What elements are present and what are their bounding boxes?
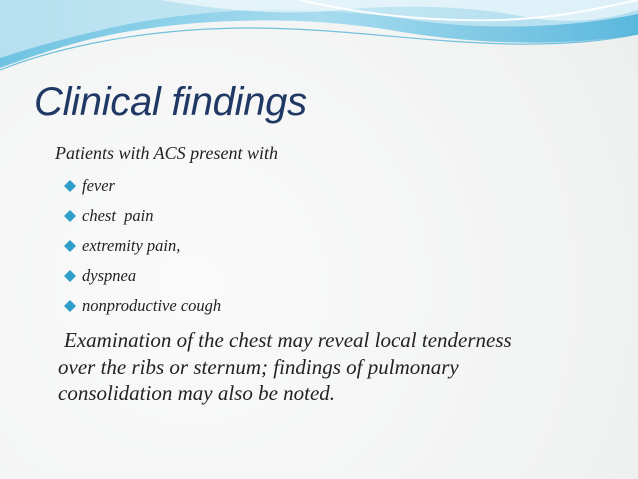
bullet-list [64,175,221,325]
bullet-diamond-icon [64,240,76,252]
bullet-diamond-icon [64,180,76,192]
list-item [64,235,221,265]
bullet-text: extremity pain, [82,236,181,255]
paragraph-line: Examination of the chest may reveal local tenderness [64,328,512,352]
bullet-text: fever [82,176,115,195]
examination-paragraph [58,327,618,407]
list-item [64,295,221,325]
bullet-text: dyspnea [82,266,137,285]
bullet-diamond-icon [64,210,76,222]
list-item [64,205,221,235]
bullet-text: nonproductive cough [82,296,222,315]
list-item [64,265,221,295]
slide-title: Clinical findings [34,80,307,124]
bullet-diamond-icon [64,270,76,282]
paragraph-line: over the ribs or sternum; findings of pulmonary [58,354,459,379]
paragraph-line: consolidation may also be noted. [58,381,336,405]
list-item [64,175,221,205]
header-wave-decoration [0,0,638,80]
bullet-text: chest pain [82,206,154,225]
intro-text: Patients with ACS present with [55,143,279,163]
bullet-diamond-icon [64,300,76,312]
